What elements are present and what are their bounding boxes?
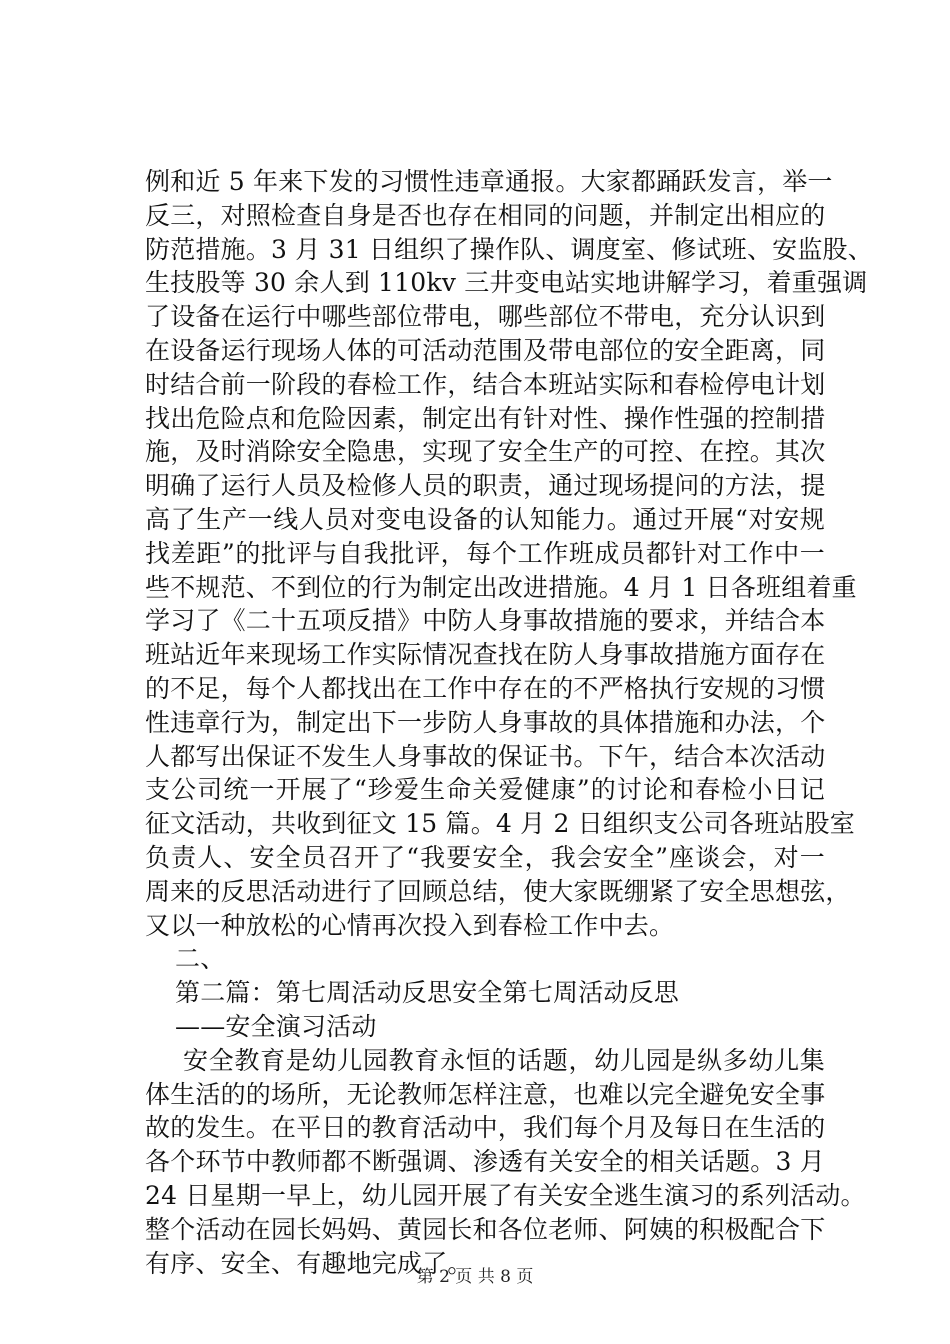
second-article-title: 第二篇：第七周活动反思安全第七周活动反思 xyxy=(175,978,680,1008)
text-line: 征文活动，共收到征文 15 篇。4 月 2 日组织支公司各班站股室 xyxy=(145,809,855,839)
text-line: 高了生产一线人员对变电设备的认知能力。通过开展“对安规 xyxy=(145,504,825,534)
text-line: 周来的反思活动进行了回顾总结，使大家既绷紧了安全思想弦， xyxy=(145,876,851,906)
text-line: 班站近年来现场工作实际情况查找在防人身事故措施方面存在 xyxy=(145,640,826,670)
text-line: 故的发生。在平日的教育活动中，我们每个月及每日在生活的 xyxy=(145,1113,826,1143)
text-line: 找出危险点和危险因素，制定出有针对性、操作性强的控制措 xyxy=(145,403,826,433)
document-body xyxy=(145,165,873,1280)
text-line: 各个环节中教师都不断强调、渗透有关安全的相关话题。3 月 xyxy=(145,1147,825,1177)
page-number-footer: 第 2 页 共 8 页 xyxy=(416,1267,534,1287)
text-line: 性违章行为，制定出下一步防人身事故的具体措施和办法，个 xyxy=(145,707,826,737)
text-line: 的不足，每个人都找出在工作中存在的不严格执行安规的习惯 xyxy=(145,673,826,703)
text-line: 24 日星期一早上，幼儿园开展了有关安全逃生演习的系列活动。 xyxy=(145,1180,866,1210)
text-line: 明确了运行人员及检修人员的职责，通过现场提问的方法，提 xyxy=(145,471,826,501)
text-line: 反三，对照检查自身是否也存在相同的问题，并制定出相应的 xyxy=(145,200,826,230)
text-line: 施，及时消除安全隐患，实现了安全生产的可控、在控。其次 xyxy=(145,437,826,467)
text-line: 些不规范、不到位的行为制定出改进措施。4 月 1 日各班组着重 xyxy=(145,572,857,602)
text-line: 找差距”的批评与自我批评，每个工作班成员都针对工作中一 xyxy=(145,538,825,568)
text-line: 防范措施。3 月 31 日组织了操作队、调度室、修试班、安监股、 xyxy=(145,234,873,264)
text-line: 整个活动在园长妈妈、黄园长和各位老师、阿姨的积极配合下 xyxy=(145,1214,826,1244)
text-line: 负责人、安全员召开了“我要安全，我会安全”座谈会，对一 xyxy=(145,842,825,872)
text-line: 在设备运行现场人体的可活动范围及带电部位的安全距离，同 xyxy=(145,335,826,365)
text-line: 有序、安全、有趣地完成了。 xyxy=(145,1248,473,1278)
text-line: 了设备在运行中哪些部位带电，哪些部位不带电，充分认识到 xyxy=(145,302,826,332)
text-line: 又以一种放松的心情再次投入到春检工作中去。 xyxy=(145,910,675,940)
text-line: 体生活的的场所，无论教师怎样注意，也难以完全避免安全事 xyxy=(145,1079,826,1109)
text-line: 例和近 5 年来下发的习惯性违章通报。大家都踊跃发言，举一 xyxy=(145,167,833,196)
text-line: 学习了《二十五项反措》中防人身事故措施的要求，并结合本 xyxy=(145,606,826,636)
second-article-subtitle: ——安全演习活动 xyxy=(175,1011,377,1041)
section-marker: 二、 xyxy=(175,944,226,974)
text-line: 支公司统一开展了“珍爱生命关爱健康”的讨论和春检小日记 xyxy=(145,775,825,805)
text-line: 生技股等 30 余人到 110kv 三井变电站实地讲解学习，着重强调 xyxy=(145,268,868,298)
text-line: 安全教育是幼儿园教育永恒的话题，幼儿园是纵多幼儿集 xyxy=(183,1045,825,1075)
text-line: 时结合前一阶段的春检工作，结合本班站实际和春检停电计划 xyxy=(145,369,826,399)
text-line: 人都写出保证不发生人身事故的保证书。下午，结合本次活动 xyxy=(145,741,826,771)
